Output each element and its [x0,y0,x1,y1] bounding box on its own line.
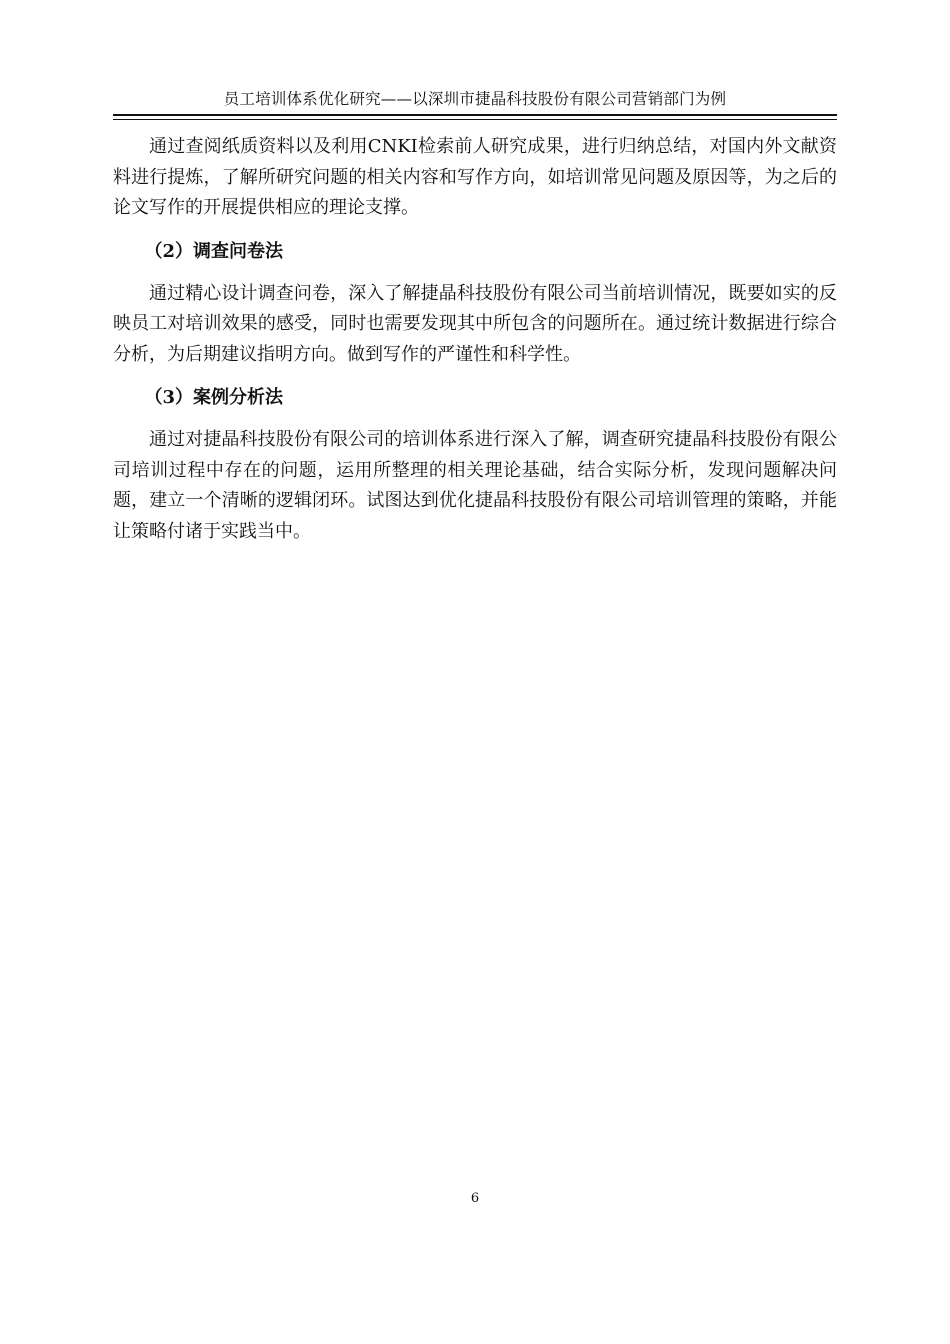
heading-questionnaire-method: （2）调查问卷法 [144,240,284,262]
page-number: 6 [470,1191,480,1206]
header-rule-thin [113,119,837,120]
paragraph-literature-research: 通过查阅纸质资料以及利用CNKI检索前人研究成果，进行归纳总结，对国内外文献资料进行提炼，了解所研究问题的相关内容和写作方向，如培训常见问题及原因等，为之后的论文写作的开展提供相应的理论支撑。 [113,136,837,218]
running-header: 员工培训体系优化研究——以深圳市捷晶科技股份有限公司营销部门为例 [223,90,727,108]
heading-case-analysis-method: （3）案例分析法 [144,387,284,408]
paragraph-questionnaire-method: 通过精心设计调查问卷，深入了解捷晶科技股份有限公司当前培训情况，既要如实的反映员工对培训效果的感受，同时也需要发现其中所包含的问题所在。通过统计数据进行综合分析，为后期建议指明方向。做到写作的严谨性和科学性。 [113,282,837,365]
main-content [113,132,837,560]
paragraph-case-analysis-method: 通过对捷晶科技股份有限公司的培训体系进行深入了解，调查研究捷晶科技股份有限公司培训过程中存在的问题，运用所整理的相关理论基础，结合实际分析，发现问题解决问题，建立一个清晰的逻辑闭环。试图达到优化捷晶科技股份有限公司培训管理的策略，并能让策略付诸于实践当中。 [113,429,837,542]
header-rule-thick [113,114,837,116]
